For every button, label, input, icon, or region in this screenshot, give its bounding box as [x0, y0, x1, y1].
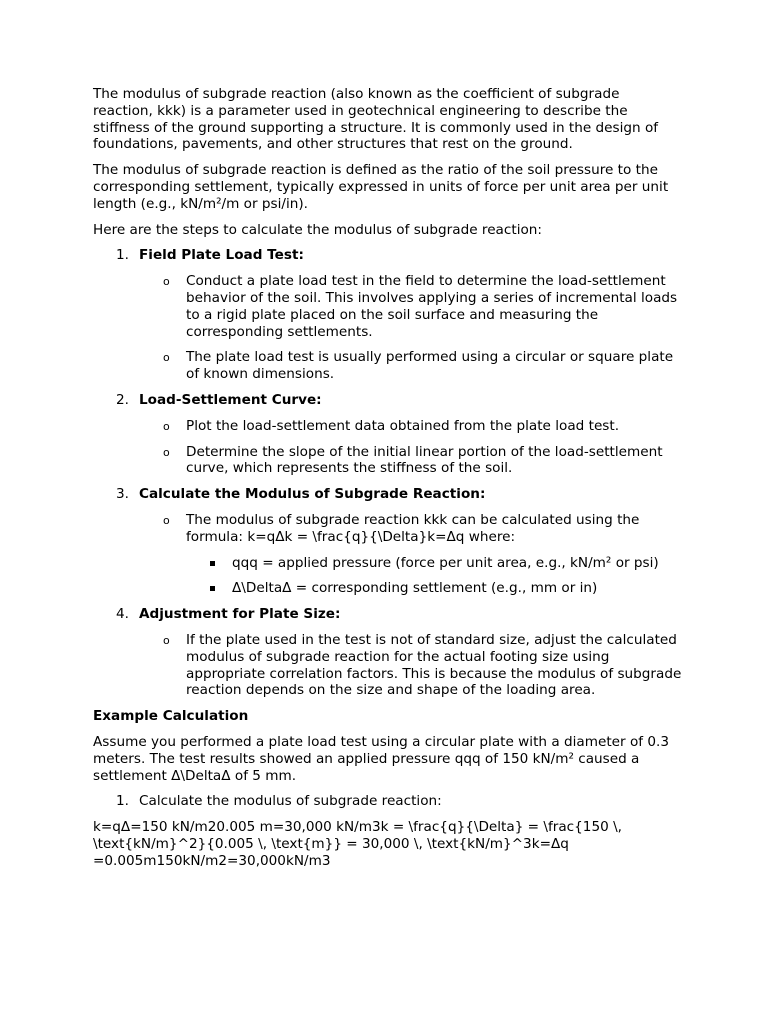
- list-item: [93, 349, 683, 383]
- step-title: Load-Settlement Curve:: [139, 391, 322, 408]
- step-number: 4.: [116, 606, 129, 623]
- subbullet-text: Δ\DeltaΔ = corresponding settlement (e.g., mm or in): [232, 580, 598, 597]
- step-4: [93, 606, 683, 623]
- step-2: [93, 392, 683, 409]
- step-number: 3.: [116, 486, 129, 503]
- square-bullet-icon: [210, 561, 215, 566]
- list-item: [93, 555, 683, 572]
- subbullet-text: qqq = applied pressure (force per unit area, e.g., kN/m² or psi): [232, 554, 659, 571]
- bullet-text: Determine the slope of the initial linear portion of the load-settlement curve, which represents the stiffness of the soil.: [186, 443, 663, 477]
- example-paragraph: Assume you performed a plate load test using a circular plate with a diameter of 0.3 meters. The test results showed an applied pressure qqq of 150 kN/m² caused a settlement Δ\DeltaΔ of 5 mm.: [93, 733, 669, 784]
- list-item: [93, 580, 683, 597]
- circle-bullet-icon: o: [163, 513, 170, 527]
- circle-bullet-icon: o: [163, 445, 170, 459]
- list-item: [93, 632, 683, 699]
- step-title: Field Plate Load Test:: [139, 247, 304, 264]
- bullet-text: The plate load test is usually performed using a circular or square plate of known dimensions.: [186, 349, 674, 383]
- example-step-1: [93, 793, 683, 810]
- circle-bullet-icon: o: [163, 275, 170, 289]
- step-number: 1.: [116, 247, 129, 264]
- intro-paragraph-2: The modulus of subgrade reaction is defined as the ratio of the soil pressure to the corresponding settlement, typically expressed in units of force per unit area per unit length (e.g., kN/m²/m or psi/in).: [93, 162, 669, 212]
- circle-bullet-icon: o: [163, 351, 170, 365]
- list-item: [93, 418, 683, 435]
- bullet-text: Plot the load-settlement data obtained from the plate load test.: [186, 417, 620, 434]
- list-item: [93, 512, 683, 546]
- step-number: 1.: [116, 793, 129, 810]
- bullet-text: The modulus of subgrade reaction kkk can be calculated using the formula: k=qΔk = \frac{q}{\Delta}k=Δq where:: [186, 511, 640, 545]
- intro-paragraph-3: Here are the steps to calculate the modulus of subgrade reaction:: [93, 221, 542, 238]
- circle-bullet-icon: o: [163, 633, 170, 647]
- step-title: Calculate the Modulus of Subgrade Reaction:: [139, 486, 486, 503]
- step-1: [93, 247, 683, 264]
- list-item: [93, 444, 683, 478]
- bullet-text: If the plate used in the test is not of standard size, adjust the calculated modulus of subgrade reaction for the actual footing size using appropriate correlation factors. This is because the modulus of subgrade reaction depends on the size and shape of the loading area.: [186, 631, 682, 699]
- list-item: [93, 273, 683, 340]
- step-3: [93, 486, 683, 503]
- document-page: [93, 86, 683, 878]
- intro-paragraph-1: The modulus of subgrade reaction (also known as the coefficient of subgrade reaction, kkk) is a parameter used in geotechnical engineering to describe the stiffness of the ground supporting a structure. It is commonly used in the design of foundations, pavements, and other structures that rest on the ground.: [93, 86, 659, 153]
- bullet-text: Conduct a plate load test in the field to determine the load-settlement behavior of the soil. This involves applying a series of incremental loads to a rigid plate placed on the soil surface and measuring the corresponding settlements.: [186, 273, 678, 340]
- step-title: Adjustment for Plate Size:: [139, 606, 341, 623]
- step-text: Calculate the modulus of subgrade reaction:: [139, 793, 442, 810]
- example-formula: k=qΔ=150 kN/m20.005 m=30,000 kN/m3k = \frac{q}{\Delta} = \frac{150 \, \text{kN/m}^2}{0.005 \, \text{m}} = 30,000 \, \text{kN/m}^3k=Δq =0.005m150kN/m2=30,000kN/m3: [93, 819, 622, 869]
- step-number: 2.: [116, 391, 129, 408]
- circle-bullet-icon: o: [163, 419, 170, 433]
- square-bullet-icon: [210, 586, 215, 591]
- example-heading: Example Calculation: [93, 708, 249, 725]
